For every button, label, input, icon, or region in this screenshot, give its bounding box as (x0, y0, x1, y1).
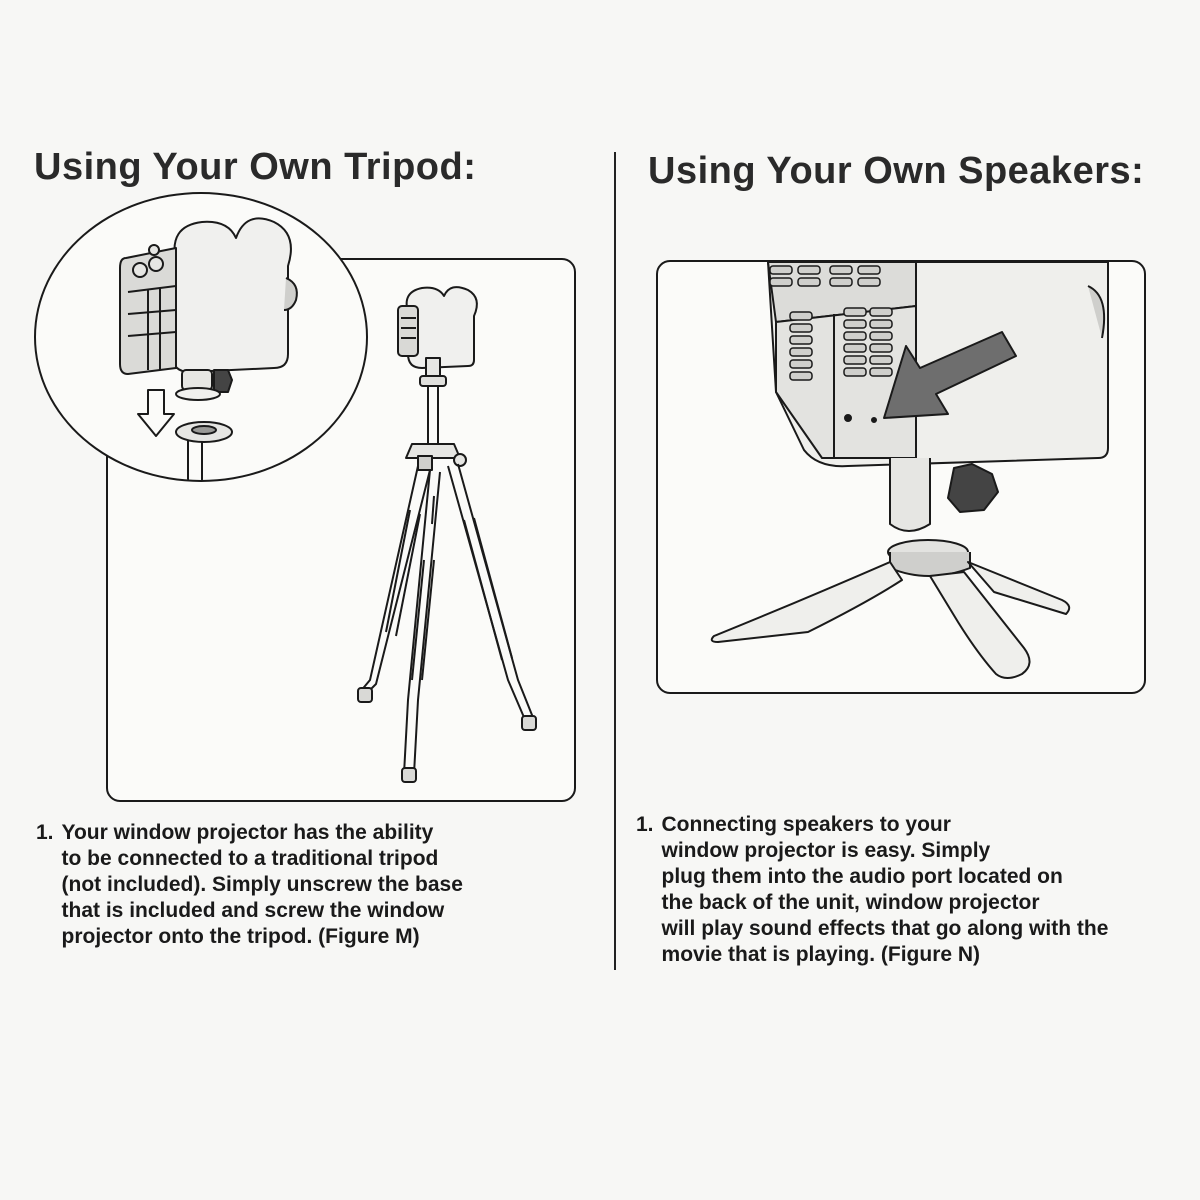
mount-detail-illustration (36, 194, 366, 480)
tripod-heading: Using Your Own Tripod: (34, 146, 477, 188)
tripod-step-1 (36, 820, 463, 950)
tripod-step-text: Your window projector has the ability to be connected to a traditional tripod (not included). Simply unscrew the base that is included and screw the window projector onto the tripod. (Figure M) (61, 821, 463, 948)
figure-n-speakers (656, 260, 1146, 694)
magnified-detail-circle (34, 192, 368, 482)
speakers-step-1 (636, 812, 1108, 968)
speaker-port-illustration (658, 262, 1144, 692)
tripod-step-number: 1. (36, 821, 54, 844)
column-divider (614, 152, 616, 970)
speakers-step-number: 1. (636, 813, 654, 836)
speakers-step-text: Connecting speakers to your window projector is easy. Simply plug them into the audio port located on the back of the unit, window projector will play sound effects that go along with the movie that is playing. (Figure N) (661, 813, 1109, 966)
speakers-heading: Using Your Own Speakers: (648, 150, 1145, 192)
